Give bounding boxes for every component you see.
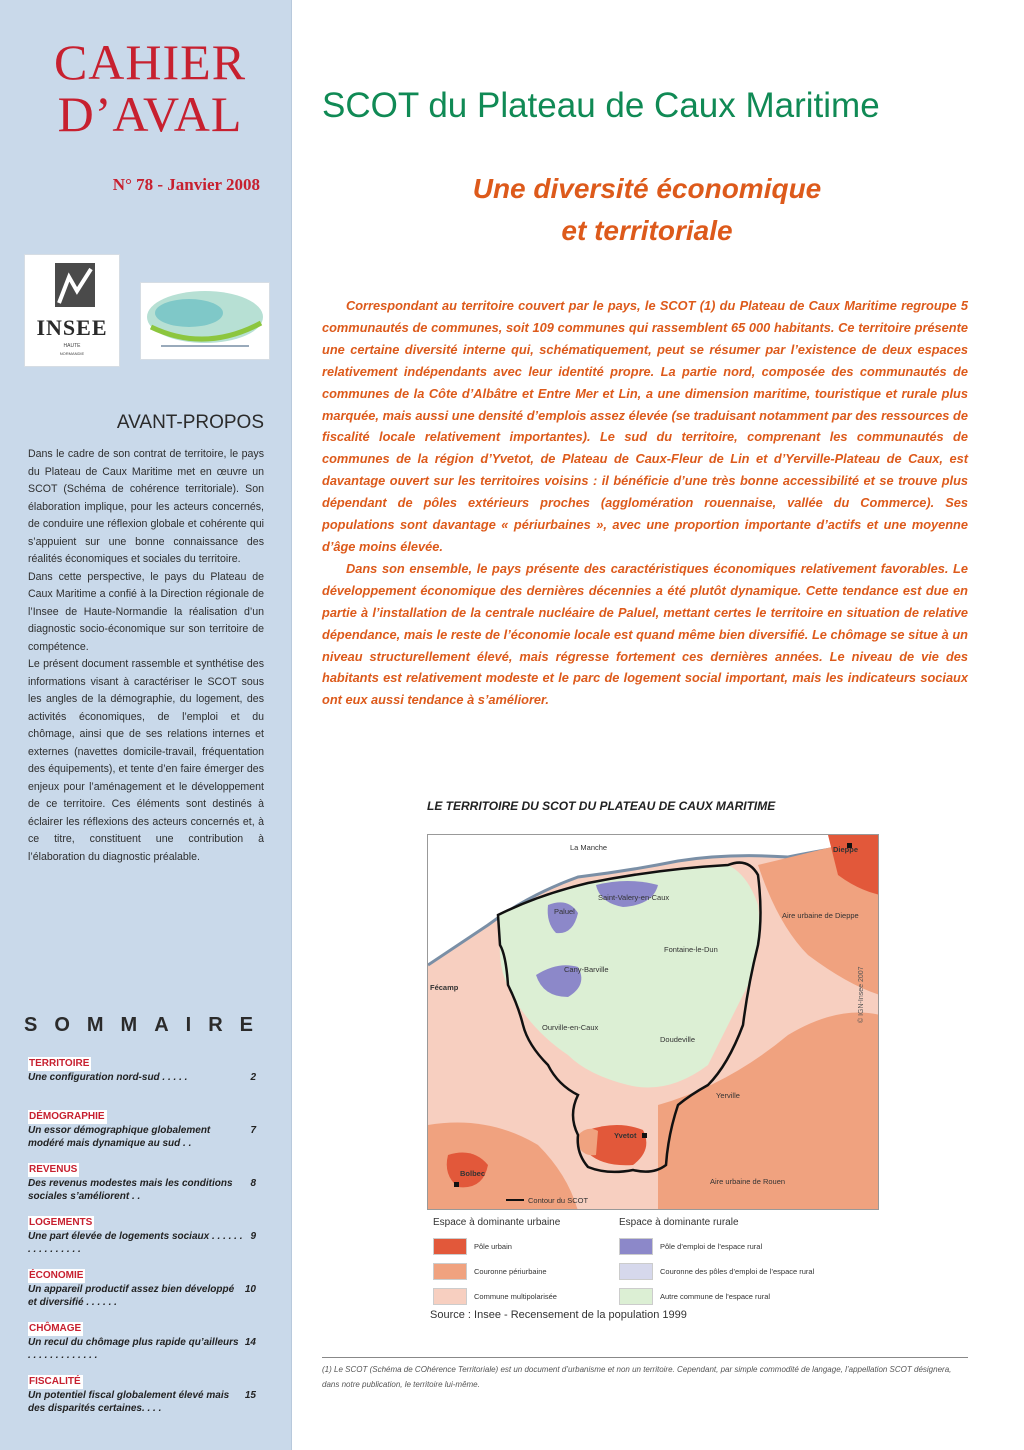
map-title: LE TERRITOIRE DU SCOT DU PLATEAU DE CAUX MARITIME [427, 799, 776, 813]
toc-category: ÉCONOMIE [29, 1270, 84, 1281]
toc-category: DÉMOGRAPHIE [29, 1111, 105, 1122]
intro-text [322, 295, 968, 711]
toc-entry: Un recul du chômage plus rapide qu’ailleurs . . . . . . . . . . . . . [28, 1337, 239, 1361]
pays-logo [140, 282, 270, 360]
map-label-aire-rouen: Aire urbaine de Rouen [710, 1177, 786, 1186]
toc-entry: Une configuration nord-sud . . . . . [28, 1072, 188, 1083]
legend-item [619, 1234, 814, 1259]
map-label-cany: Cany-Barville [564, 965, 609, 974]
issue-number: N° 78 - Janvier 2008 [112, 175, 260, 194]
toc-page: 15 [244, 1390, 256, 1401]
insee-logo-sub2: NORMANDIE [59, 351, 85, 356]
toc-entry: Une part élevée de logements sociaux . . . . . . . . . . . . . . . . [28, 1231, 243, 1255]
insee-logo-sub: HAUTE [63, 343, 81, 349]
legend-label: Commune multipolarisée [474, 1292, 557, 1301]
toc-category: CHÔMAGE [29, 1323, 82, 1334]
pays-logo-icon [141, 283, 269, 359]
legend-swatch [619, 1288, 653, 1305]
map-label-bolbec: Bolbec [460, 1169, 486, 1178]
toc-page: 10 [244, 1284, 256, 1295]
legend-urban [433, 1216, 560, 1309]
footnote-divider [322, 1357, 968, 1358]
toc-page: 14 [244, 1337, 256, 1348]
toc-category: FISCALITÉ [29, 1376, 81, 1387]
map-label-aire-dieppe: Aire urbaine de Dieppe [782, 911, 859, 920]
toc-entry: Un appareil productif assez bien développé et diversifié . . . . . . [28, 1284, 235, 1308]
legend-swatch [433, 1263, 467, 1280]
map-label-paluel: Paluel [554, 907, 575, 916]
legend-rural-title: Espace à dominante rurale [619, 1217, 739, 1228]
legend-swatch [433, 1238, 467, 1255]
footnote: (1) Le SCOT (Schéma de COhérence Territoriale) est un document d’urbanisme et non un territoire. Cependant, par simple commodité de langage, l’appellation SCOT désignera, dans notre publication, le territoire lui-même. [322, 1365, 952, 1389]
toc-item[interactable] [28, 1159, 256, 1212]
legend-rural [619, 1216, 814, 1309]
intro-paragraph: Correspondant au territoire couvert par le pays, le SCOT (1) du Plateau de Caux Maritime regroupe 5 communautés de communes, soit 109 communes qui rassemblent 65 000 habitants. Ce territoire présente une certaine diversité interne qui, schématiquement, peut se résumer par l’existence de deux espaces relativement indépendants avec leur identité propre. La partie nord, composée des communautés de communes de la Côte d’Albâtre et Entre Mer et Lin, a une dimension maritime, touristique et rurale plus marquée, mais aussi une densité d’emplois assez élevée (se traduisant notamment par des ressources de fiscalité locale relativement importantes). Le sud du territoire, comprenant les communautés de communes de la région d’Yvetot, de Plateau de Caux-Fleur de Lin et d’Yerville-Plateau de Caux, est davantage ouvert sur les territoires voisins : il bénéficie d’une très bonne accessibilité et se trouve plus dépendant de pôles extérieurs proches (agglomération rouennaise, vallée du Commerce). Ses populations sont davantage « périurbaines », avec une proportion importante d’actifs et une moyenne d’âge moins élevée. [322, 298, 968, 554]
map-label-contour: Contour du SCOT [528, 1196, 589, 1205]
toc-item[interactable] [28, 1265, 256, 1318]
table-of-contents [28, 1053, 256, 1424]
legend-item [619, 1284, 814, 1309]
avant-propos-paragraph: Dans cette perspective, le pays du Plateau de Caux Maritime a confié à la Direction régionale de l’Insee de Haute-Normandie la réalisation d’un diagnostic socio-économique sur son territoire de compétence. [28, 570, 264, 653]
toc-page: 7 [250, 1125, 256, 1136]
publication-title-line2: D’AVAL [57, 86, 243, 142]
sommaire-title: SOMMAIRE [24, 1014, 270, 1036]
legend-label: Pôle d’emploi de l’espace rural [660, 1242, 763, 1251]
subtitle-line1: Une diversité économique [472, 173, 822, 204]
territory-map [427, 834, 879, 1210]
legend-item [619, 1259, 814, 1284]
toc-item[interactable] [28, 1371, 256, 1424]
subtitle-line2: et territoriale [561, 215, 733, 246]
toc-entry: Un essor démographique globalement modéré mais dynamique au sud . . [28, 1125, 211, 1149]
toc-item[interactable] [28, 1106, 256, 1159]
publication-title [28, 36, 272, 140]
legend-label: Couronne des pôles d’emploi de l’espace rural [660, 1267, 815, 1276]
legend-urban-title: Espace à dominante urbaine [433, 1217, 561, 1228]
map-label-sea: La Manche [570, 843, 608, 852]
map-source: Source : Insee - Recensement de la population 1999 [430, 1309, 687, 1321]
toc-category: TERRITOIRE [29, 1058, 90, 1069]
insee-mark-icon [55, 263, 95, 307]
map-label-fontaine: Fontaine-le-Dun [664, 945, 718, 954]
insee-logo [24, 254, 120, 367]
toc-page: 2 [250, 1072, 256, 1083]
avant-propos-paragraph: Le présent document rassemble et synthétise des informations visant à caractériser le SCOT sous les angles de la démographie, du logement, des activités économiques, de l’emploi et du chômage, ainsi que de ses relations internes et externes (navettes domicile-travail, fréquentation des équipements), et tente d’en faire émerger des enjeux pour l’aménagement et le développement de ce territoire. Ces éléments sont destinés à éclairer les réflexions des acteurs concernés et, à ce titre, constituent une contribution à l’élaboration du diagnostic préalable. [28, 658, 264, 863]
toc-item[interactable] [28, 1318, 256, 1371]
page-subtitle [322, 168, 972, 252]
insee-logo-text: INSEE [36, 315, 108, 340]
legend-item [433, 1234, 560, 1259]
legend-label: Pôle urbain [474, 1242, 512, 1251]
toc-entry: Un potentiel fiscal globalement élevé mais des disparités certaines. . . . [28, 1390, 230, 1414]
avant-propos-paragraph: Dans le cadre de son contrat de territoire, le pays du Plateau de Caux Maritime met en œuvre un SCOT (Schéma de cohérence territoriale). Son élaboration implique, pour les acteurs concernés, de conduire une réflexion globale et cohérente qui s’appuient sur une bonne connaissance des réalités économiques et sociales du territoire. [28, 448, 264, 565]
map-label-dieppe: Dieppe [833, 845, 859, 854]
map-label-fecamp: Fécamp [430, 983, 459, 992]
territory-map-graphic [428, 835, 879, 1210]
map-label-yerville: Yerville [716, 1091, 740, 1100]
map-label-saint-valery: Saint-Valery-en-Caux [598, 893, 670, 902]
map-label-doudeville: Doudeville [660, 1035, 696, 1044]
sidebar [0, 0, 292, 1450]
legend-label: Autre commune de l’espace rural [660, 1292, 771, 1301]
toc-item[interactable] [28, 1212, 256, 1265]
legend-item [433, 1259, 560, 1284]
legend-swatch [619, 1238, 653, 1255]
toc-page: 9 [250, 1231, 256, 1242]
toc-page: 8 [250, 1178, 256, 1189]
map-label-ourville: Ourville-en-Caux [542, 1023, 599, 1032]
toc-category: REVENUS [29, 1164, 78, 1175]
legend-swatch [433, 1288, 467, 1305]
legend-label: Couronne périurbaine [474, 1267, 547, 1276]
toc-entry: Des revenus modestes mais les conditions sociales s’améliorent . . [28, 1178, 233, 1202]
page-title: SCOT du Plateau de Caux Maritime [322, 86, 880, 125]
legend-item [433, 1284, 560, 1309]
toc-category: LOGEMENTS [29, 1217, 93, 1228]
map-label-yvetot: Yvetot [614, 1131, 637, 1140]
toc-item[interactable] [28, 1053, 256, 1106]
publication-title-line1: CAHIER [53, 34, 247, 90]
avant-propos-text [28, 446, 264, 866]
avant-propos-title: AVANT-PROPOS [116, 412, 264, 433]
intro-paragraph: Dans son ensemble, le pays présente des caractéristiques économiques relativement favorables. Le développement économique des dernières décennies a été plutôt dynamique. Cette tendance est due en partie à l’installation de la centrale nucléaire de Paluel, mettant certes le territoire en situation de relative dépendance, mais le reste de l’économie locale est quand même bien diversifié. Le chômage se situe à un niveau structurellement élevé, mais régresse fortement ces dernières années. Le niveau de vie des habitants est relativement modeste et le parc de logement social important, mais les indicateurs sociaux ont eux aussi tendance à s’améliorer. [322, 560, 968, 708]
map-copyright: © IGN-Insee 2007 [858, 966, 865, 1023]
legend-swatch [619, 1263, 653, 1280]
